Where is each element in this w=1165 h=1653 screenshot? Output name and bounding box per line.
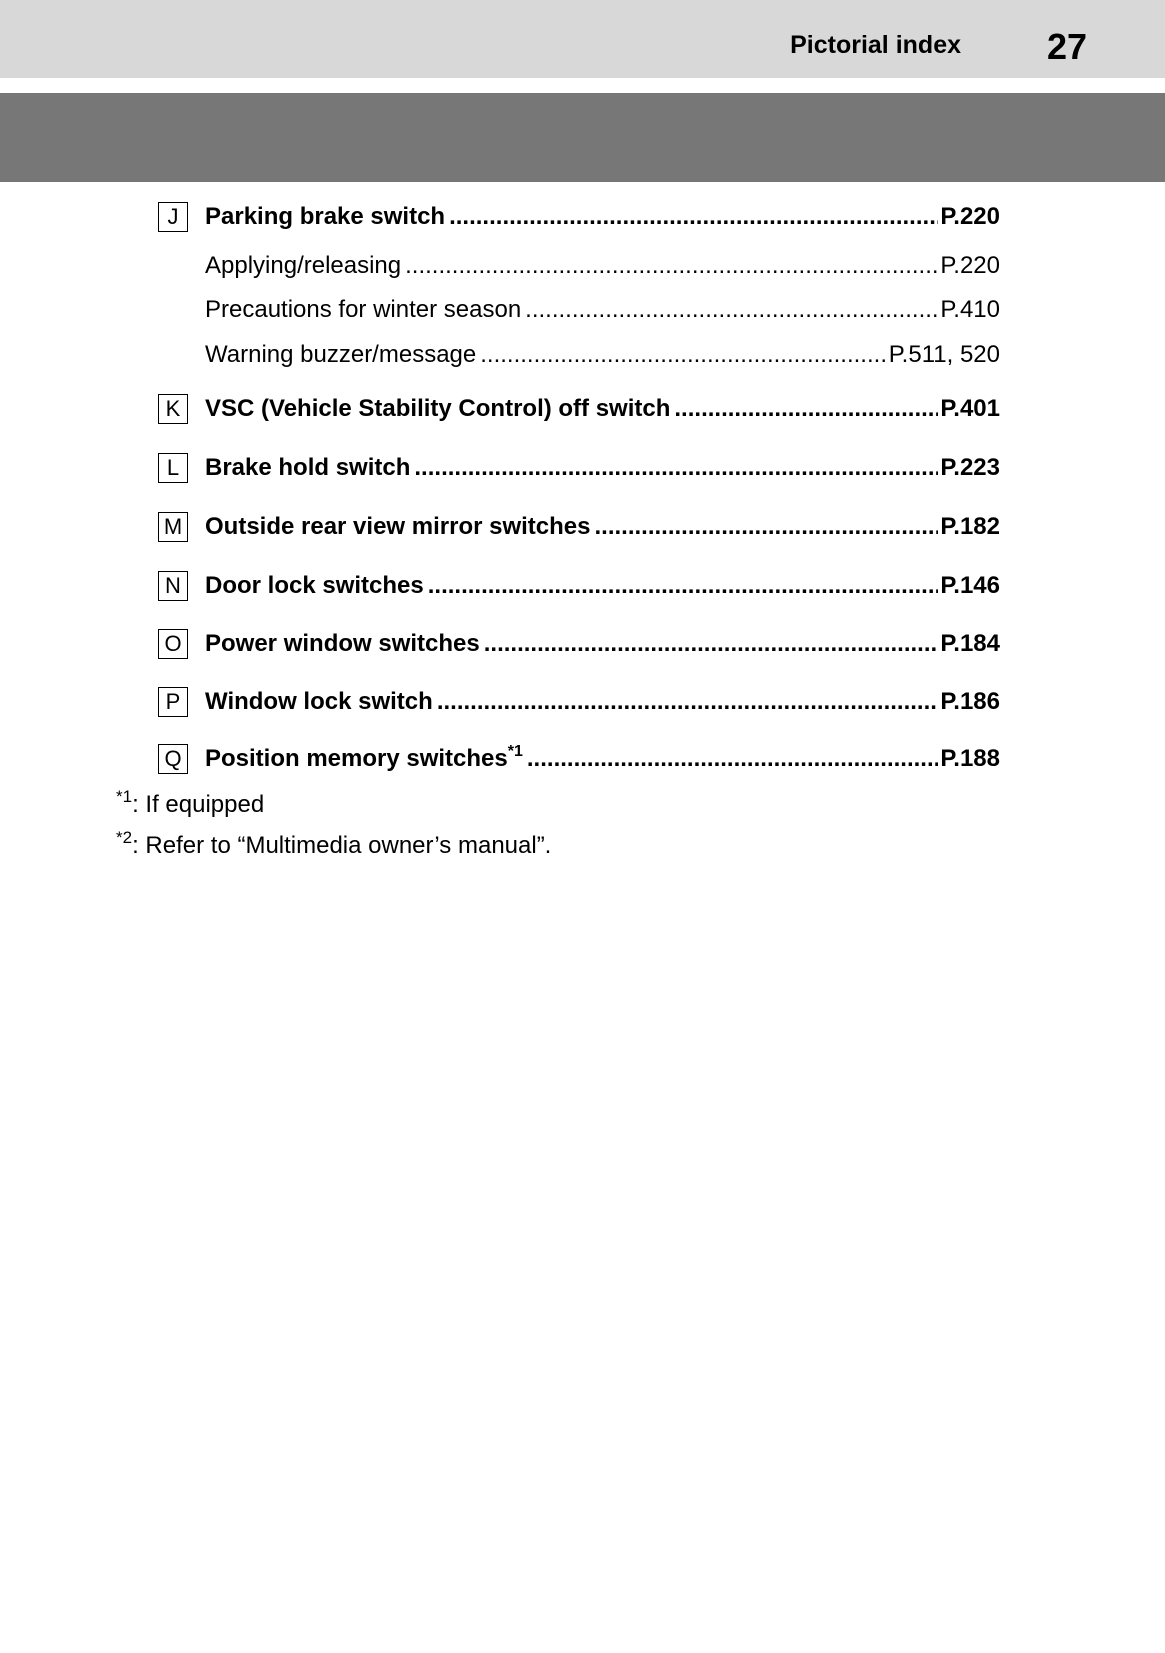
index-letter-n: N	[158, 571, 188, 601]
page-reference: P.223	[940, 454, 1000, 481]
index-subentry-applying-releasing	[205, 251, 1000, 281]
leader-dots	[527, 744, 938, 774]
index-letter-o: O	[158, 629, 188, 659]
footnote-marker: *1	[507, 743, 523, 760]
page-reference: P.511, 520	[888, 341, 1000, 368]
page-reference: P.410	[940, 296, 1000, 323]
index-entry-vsc-off-switch	[205, 394, 1000, 424]
leader-dots	[595, 512, 939, 542]
page-reference: P.146	[940, 572, 1000, 599]
page-reference: P.401	[940, 395, 1000, 422]
section-title: Pictorial index	[790, 31, 961, 59]
entry-label: Brake hold switch	[205, 454, 411, 481]
footnote-text: : Refer to “Multimedia owner’s manual”.	[132, 832, 552, 859]
page-reference: P.184	[940, 630, 1000, 657]
entry-label: Parking brake switch	[205, 203, 446, 230]
footnote-text: : If equipped	[132, 791, 265, 818]
page-reference: P.220	[940, 203, 1000, 230]
index-letter-q: Q	[158, 744, 188, 774]
index-entry-power-window-switches	[205, 629, 1000, 659]
page-reference: P.182	[940, 513, 1000, 540]
entry-label-text: Position memory switches	[205, 745, 508, 772]
subentry-label: Warning buzzer/message	[205, 341, 477, 368]
section-banner	[0, 93, 1165, 182]
page-reference: P.188	[940, 745, 1000, 772]
footnote-2	[116, 828, 552, 861]
index-subentry-precautions-winter	[205, 295, 1000, 325]
leader-dots	[437, 687, 939, 717]
index-letter-k: K	[158, 394, 188, 424]
index-entry-brake-hold-switch	[205, 453, 1000, 483]
index-entry-window-lock-switch	[205, 687, 1000, 717]
entry-label: VSC (Vehicle Stability Control) off switch	[205, 395, 671, 422]
page-number: 27	[1046, 26, 1087, 67]
footnote-mark: *2	[116, 828, 133, 847]
leader-dots	[449, 202, 938, 232]
subentry-label: Applying/releasing	[205, 252, 402, 279]
leader-dots	[484, 629, 939, 659]
footnote-mark: *1	[116, 787, 133, 806]
index-subentry-warning-buzzer	[205, 340, 1000, 370]
entry-label	[205, 744, 523, 774]
index-letter-j: J	[158, 202, 188, 232]
entry-label: Outside rear view mirror switches	[205, 513, 591, 540]
index-letter-m: M	[158, 512, 188, 542]
header-band	[0, 0, 1165, 78]
index-entry-outside-mirror-switches	[205, 512, 1000, 542]
entry-label: Door lock switches	[205, 572, 424, 599]
entry-label: Window lock switch	[205, 688, 433, 715]
page-reference: P.220	[940, 252, 1000, 279]
leader-dots	[674, 394, 938, 424]
leader-dots	[405, 251, 938, 281]
index-entry-parking-brake-switch	[205, 202, 1000, 232]
index-letter-p: P	[158, 687, 188, 717]
leader-dots	[525, 295, 938, 325]
leader-dots	[480, 340, 887, 370]
entry-label: Power window switches	[205, 630, 480, 657]
leader-dots	[428, 571, 939, 601]
index-entry-door-lock-switches	[205, 571, 1000, 601]
page-reference: P.186	[940, 688, 1000, 715]
index-letter-l: L	[158, 453, 188, 483]
index-entry-position-memory-switches	[205, 744, 1000, 774]
footnote-1	[116, 787, 265, 820]
leader-dots	[414, 453, 938, 483]
subentry-label: Precautions for winter season	[205, 296, 522, 323]
